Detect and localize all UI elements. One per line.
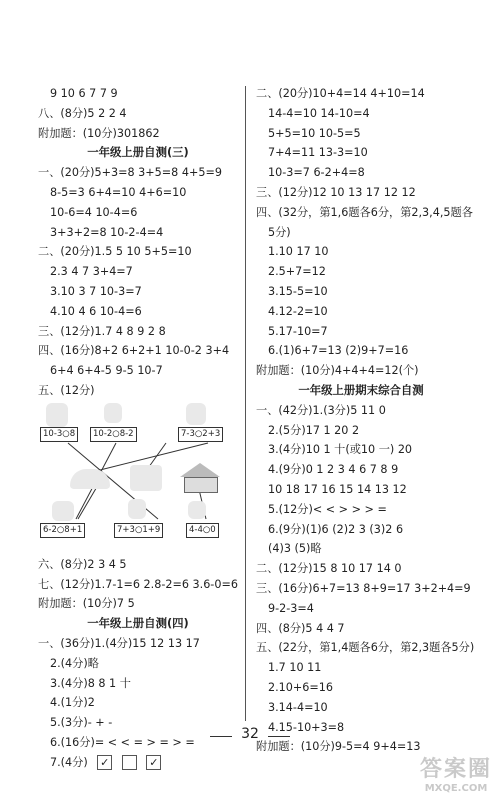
tent-house-icon bbox=[130, 465, 162, 491]
left-column bbox=[38, 84, 238, 773]
answer-line: 五、(22分，第1,4题各6分，第2,3题各5分) bbox=[256, 641, 475, 655]
answer-line: 二、(12分)15 8 10 17 14 0 bbox=[256, 562, 402, 576]
answer-line: 4.(1分)2 bbox=[50, 696, 95, 710]
answer-line: 7+4=11 13-3=10 bbox=[268, 146, 368, 160]
answer-line: 4.15-10+3=8 bbox=[268, 720, 345, 734]
answer-line: 一、(42分)1.(3分)5 11 0 bbox=[256, 403, 386, 417]
watermark-logo: 答案圈 MXQE.COM bbox=[419, 757, 492, 794]
answer-line: 5.17-10=7 bbox=[268, 324, 328, 338]
column-divider bbox=[245, 86, 246, 721]
answer-line: 2.(4分)略 bbox=[50, 656, 99, 670]
answer-line: 二、(20分)1.5 5 10 5+5=10 bbox=[38, 245, 192, 259]
check-box: ✓ bbox=[97, 755, 112, 770]
check-box: ✓ bbox=[146, 755, 161, 770]
answer-line: 5+5=10 10-5=5 bbox=[268, 126, 361, 140]
house-icon bbox=[184, 477, 218, 493]
expression-tag: 10-3○8 bbox=[40, 427, 78, 442]
check-question: 7.(4分) ✓ ✓ bbox=[38, 753, 238, 773]
answer-line: 5.(12分)< < > > > = bbox=[268, 502, 387, 516]
answer-line: 5分) bbox=[268, 225, 291, 239]
right-column bbox=[256, 84, 475, 757]
answer-line: 二、(20分)10+4=14 4+10=14 bbox=[256, 87, 425, 100]
answer-line: 三、(16分)6+7=13 8+9=17 3+2+4=9 bbox=[256, 581, 471, 595]
girl-figure bbox=[186, 403, 206, 425]
right-answer-lines bbox=[256, 84, 475, 757]
mushroom-house-icon bbox=[70, 469, 110, 489]
answer-line: 5.(3分)- + - bbox=[50, 716, 113, 730]
answer-line: 3.14-4=10 bbox=[268, 700, 328, 714]
answer-line: 6.(9分)(1)6 (2)2 3 (3)2 6 bbox=[268, 522, 404, 536]
answer-line: 4.(9分)0 1 2 3 4 6 7 8 9 bbox=[268, 463, 399, 477]
left-answer-lines bbox=[38, 84, 238, 401]
matching-figure bbox=[38, 401, 238, 555]
answer-line: 3.15-5=10 bbox=[268, 284, 328, 298]
answer-line: 六、(8分)2 3 4 5 bbox=[38, 557, 127, 571]
answer-line: 6+4 6+4-5 9-5 10-7 bbox=[50, 364, 163, 378]
answer-line: 四、(8分)5 4 4 7 bbox=[256, 621, 345, 635]
section-heading: 一年级上册自测(四) bbox=[87, 616, 189, 631]
answer-line: 8-5=3 6+4=10 4+6=10 bbox=[50, 185, 187, 199]
page-number: 32 bbox=[241, 726, 259, 742]
answer-line: 1.10 17 10 bbox=[268, 245, 329, 259]
page-number-rule-right bbox=[268, 736, 290, 737]
section-heading: 一年级上册期末综合自测 bbox=[298, 382, 424, 397]
answer-line: 1.7 10 11 bbox=[268, 661, 322, 675]
answer-line: 14-4=10 14-10=4 bbox=[268, 106, 370, 120]
answer-line: 一、(36分)1.(4分)15 12 13 17 bbox=[38, 636, 200, 650]
answer-line: 八、(8分)5 2 2 4 bbox=[38, 106, 127, 120]
boy-figure-1 bbox=[46, 403, 68, 427]
answer-line: 五、(12分) bbox=[38, 383, 95, 397]
answer-line: 10-3=7 6-2+4=8 bbox=[268, 166, 365, 180]
answer-line: 附加题：(10分)301862 bbox=[38, 126, 160, 140]
roof-icon bbox=[180, 463, 220, 477]
expression-tag: 7+3○1+9 bbox=[114, 523, 163, 538]
answer-line: 2.3 4 7 3+4=7 bbox=[50, 265, 133, 279]
answer-line: 9 10 6 7 7 9 bbox=[50, 87, 118, 100]
answer-line: 3.10 3 7 10-3=7 bbox=[50, 284, 142, 298]
bird-figure bbox=[104, 403, 122, 423]
expression-tag: 6-2○8+1 bbox=[40, 523, 85, 538]
rabbit-figure bbox=[128, 499, 146, 519]
monkey-figure bbox=[52, 501, 74, 521]
answer-line: 10-6=4 10-4=6 bbox=[50, 205, 138, 219]
answer-line: 2.10+6=16 bbox=[268, 680, 334, 694]
answer-line: 6.(1)6+7=13 (2)9+7=16 bbox=[268, 344, 409, 358]
expression-tag: 7-3○2+3 bbox=[178, 427, 223, 442]
answer-line: 9-2-3=4 bbox=[268, 601, 314, 615]
answer-line: 附加题：(10分)9-5=4 9+4=13 bbox=[256, 740, 421, 754]
answer-line: 三、(12分)1.7 4 8 9 2 8 bbox=[38, 324, 166, 338]
answer-line: 3.(4分)10 1 十(或10 一) 20 bbox=[268, 443, 413, 457]
answer-line: 三、(12分)12 10 13 17 12 12 bbox=[256, 185, 416, 199]
bear-figure bbox=[188, 501, 206, 519]
expression-tag: 4-4○0 bbox=[186, 523, 219, 538]
expression-tag: 10-2○8-2 bbox=[90, 427, 137, 442]
answer-line: 2.5+7=12 bbox=[268, 265, 326, 279]
answer-line: 附加题：(10分)4+4+4=12(个) bbox=[256, 364, 419, 378]
answer-line: 七、(12分)1.7-1=6 2.8-2=6 3.6-0=6 bbox=[38, 577, 238, 591]
left-answer-lines-2 bbox=[38, 555, 238, 753]
answer-line: 2.(5分)17 1 20 2 bbox=[268, 423, 360, 437]
answer-line: (4)3 (5)略 bbox=[268, 542, 322, 556]
check-box bbox=[122, 755, 137, 770]
answer-line: 4.10 4 6 10-4=6 bbox=[50, 304, 142, 318]
answer-line: 3.(4分)8 8 1 十 bbox=[50, 676, 131, 690]
section-heading: 一年级上册自测(三) bbox=[87, 145, 189, 160]
answer-line: 6.(16分)= < < = > = > = bbox=[50, 735, 195, 749]
answer-line: 四、(32分，第1,6题各6分，第2,3,4,5题各 bbox=[256, 205, 473, 219]
answer-line: 10 18 17 16 15 14 13 12 bbox=[268, 482, 407, 496]
answer-line: 一、(20分)5+3=8 3+5=8 4+5=9 bbox=[38, 166, 222, 180]
answer-line: 附加题：(10分)7 5 bbox=[38, 597, 135, 611]
answer-line: 3+3+2=8 10-2-4=4 bbox=[50, 225, 164, 239]
answer-line: 四、(16分)8+2 6+2+1 10-0-2 3+4 bbox=[38, 344, 230, 358]
answer-line: 4.12-2=10 bbox=[268, 304, 328, 318]
